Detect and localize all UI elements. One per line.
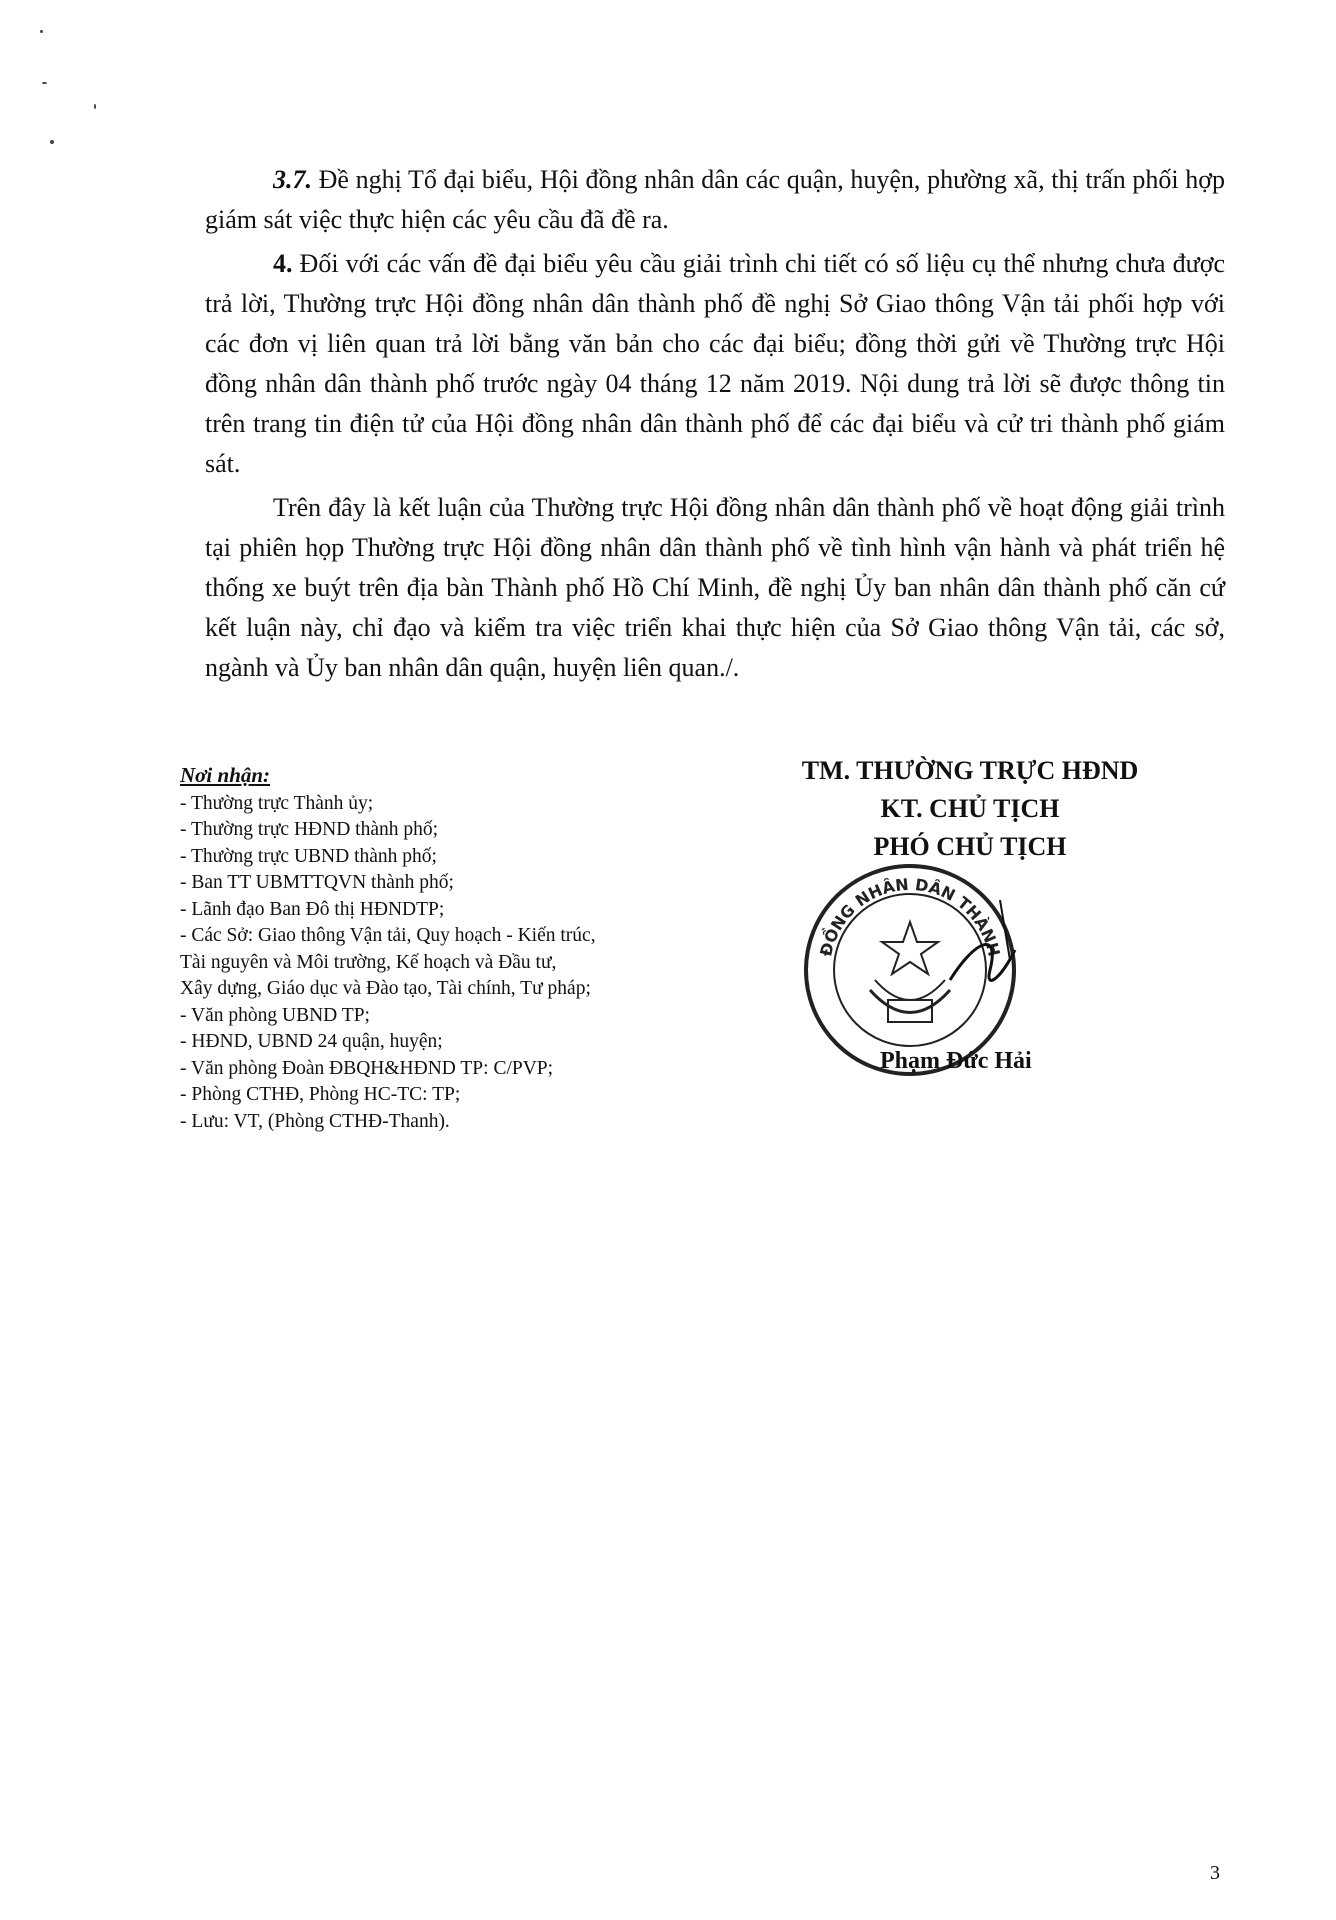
recipient-item: - Lãnh đạo Ban Đô thị HĐNDTP; xyxy=(180,898,445,920)
paragraph-4 xyxy=(205,244,1225,484)
recipient-item: Xây dựng, Giáo dục và Đào tạo, Tài chính, Tư pháp; xyxy=(180,978,591,999)
recipient-item: Tài nguyên và Môi trường, Kế hoạch và Đầu tư, xyxy=(180,951,557,973)
recipients-block xyxy=(180,762,740,1135)
recipient-item: - Thường trực HĐND thành phố; xyxy=(180,819,439,840)
recipient-item: - Văn phòng UBND TP; xyxy=(180,1004,370,1026)
recipient-item: - HĐND, UBND 24 quận, huyện; xyxy=(180,1031,443,1052)
seal-text: ĐỒNG NHÂN DÂN THÀNH xyxy=(816,874,1004,959)
paragraph-text: Trên đây là kết luận của Thường trực Hội đồng nhân dân thành phố về hoạt động giải trình tại phiên họp Thường trực Hội đồng nhân dân thành phố về tình hình vận hành và phát triển hệ thống xe buýt trên địa bàn Thành phố Hồ Chí Minh, đề nghị Ủy ban nhân dân thành phố căn cứ kết luận này, chỉ đạo và kiểm tra việc triển khai thực hiện của Sở Giao thông Vận tải, các sở, ngành và Ủy ban nhân dân quận, huyện liên quan./. xyxy=(205,493,1225,682)
recipient-item: - Văn phòng Đoàn ĐBQH&HĐND TP: C/PVP; xyxy=(180,1057,554,1079)
signature-block xyxy=(740,752,1200,866)
signature-title-line-3: PHÓ CHỦ TỊCH xyxy=(873,832,1067,861)
paragraph-conclusion xyxy=(205,488,1225,688)
scan-speck xyxy=(50,140,54,144)
body-text xyxy=(205,160,1225,692)
recipient-item: - Ban TT UBMTTQVN thành phố; xyxy=(180,872,454,893)
official-seal-icon xyxy=(800,860,1020,1080)
paragraph-number: 4. xyxy=(273,249,293,278)
paragraph-text: Đối với các vấn đề đại biểu yêu cầu giải trình chi tiết có số liệu cụ thể nhưng chưa được trả lời, Thường trực Hội đồng nhân dân thành phố đề nghị Sở Giao thông Vận tải phối hợp với các đơn vị liên quan trả lời bằng văn bản cho các đại biểu; đồng thời gửi về Thường trực Hội đồng nhân dân thành phố trước ngày 04 tháng 12 năm 2019. Nội dung trả lời sẽ được thông tin trên trang tin điện tử của Hội đồng nhân dân thành phố để các đại biểu và cử tri thành phố giám sát. xyxy=(205,249,1225,478)
recipients-heading: Nơi nhận: xyxy=(180,763,271,787)
paragraph-3-7 xyxy=(205,160,1225,240)
recipient-item: - Thường trực UBND thành phố; xyxy=(180,845,437,867)
page-number: 3 xyxy=(1210,1862,1220,1884)
recipient-item: - Lưu: VT, (Phòng CTHĐ-Thanh). xyxy=(180,1110,450,1132)
scan-speck xyxy=(42,82,47,84)
recipient-item: - Thường trực Thành ủy; xyxy=(180,792,374,814)
recipient-item: - Phòng CTHĐ, Phòng HC-TC: TP; xyxy=(180,1084,461,1105)
paragraph-text: Đề nghị Tổ đại biểu, Hội đồng nhân dân các quận, huyện, phường xã, thị trấn phối hợp giám sát việc thực hiện các yêu cầu đã đề ra. xyxy=(205,165,1225,234)
recipient-item: - Các Sở: Giao thông Vận tải, Quy hoạch - Kiến trúc, xyxy=(180,925,596,946)
scan-speck xyxy=(94,104,96,109)
signer-name: Phạm Đức Hải xyxy=(880,1048,1032,1074)
signature-title-line-2: KT. CHỦ TỊCH xyxy=(880,794,1060,823)
signature-title-line-1: TM. THƯỜNG TRỰC HĐND xyxy=(801,756,1139,785)
paragraph-number: 3.7. xyxy=(273,165,312,194)
scan-speck xyxy=(40,30,43,33)
